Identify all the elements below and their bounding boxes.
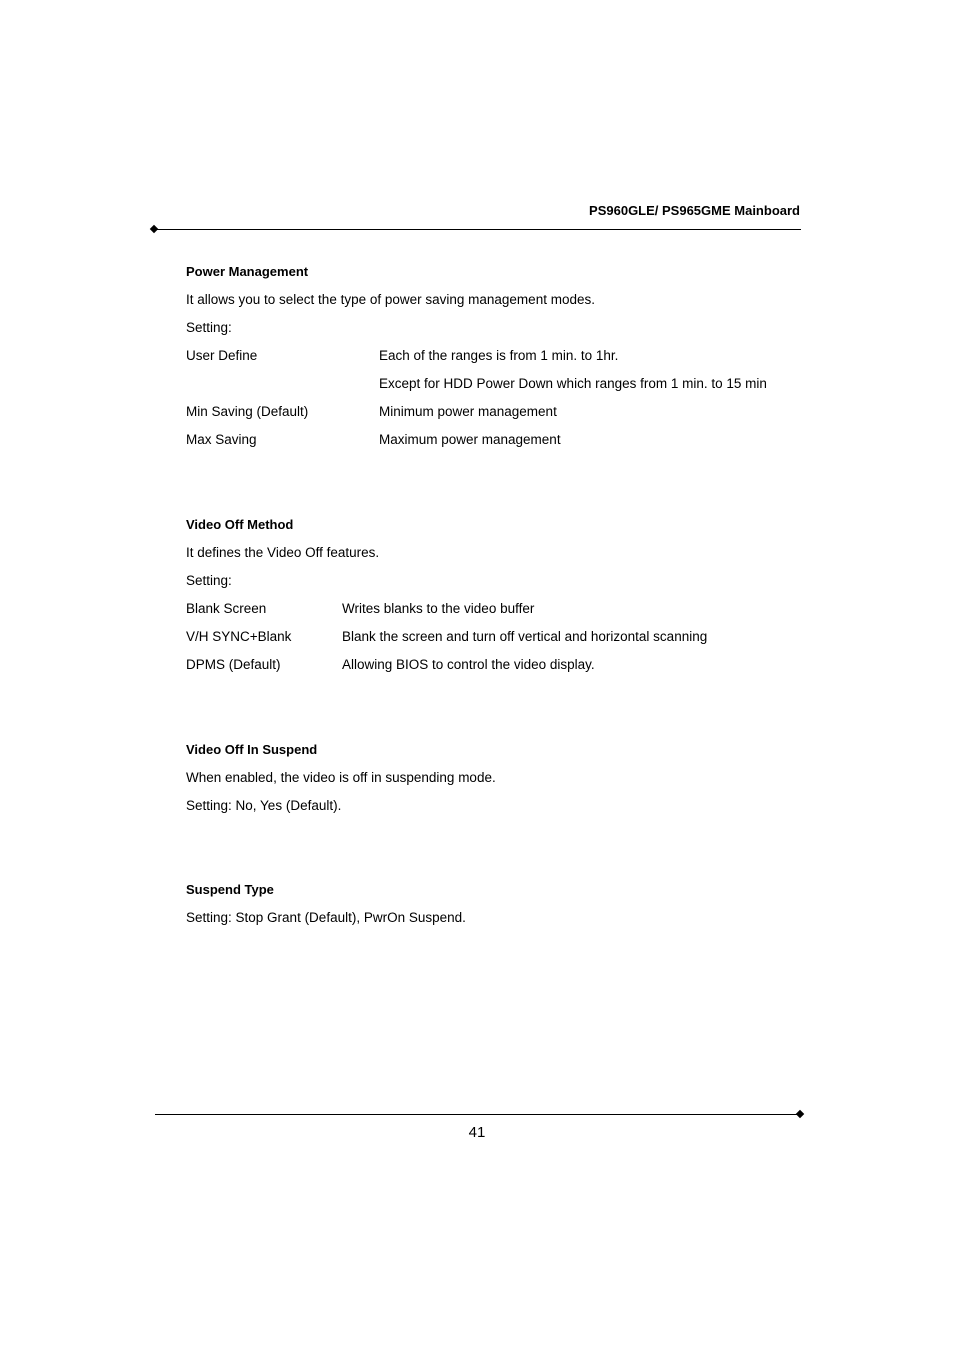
setting-text: Setting: No, Yes (Default).: [186, 798, 342, 813]
footer-diamond-ornament: [796, 1110, 804, 1118]
section-power-management: [186, 264, 767, 460]
section-heading: Video Off In Suspend: [186, 742, 318, 757]
page-number: 41: [468, 1124, 486, 1141]
option-description: Allowing BIOS to control the video display.: [342, 657, 595, 672]
footer-rule: [155, 1114, 801, 1115]
option-name: Min Saving (Default): [186, 404, 309, 419]
option-row: [186, 376, 767, 404]
option-name: [186, 376, 379, 404]
setting-label: Setting:: [186, 320, 232, 335]
section-description: It defines the Video Off features.: [186, 545, 380, 560]
setting-label: Setting:: [186, 573, 232, 588]
section-description: It allows you to select the type of power saving management modes.: [186, 292, 595, 307]
option-name: User Define: [186, 348, 258, 363]
section-suspend-type: [186, 882, 466, 938]
option-row: [186, 432, 767, 460]
section-video-off-method: [186, 517, 707, 685]
option-description: Except for HDD Power Down which ranges from 1 min. to 15 min: [379, 376, 767, 391]
option-name: V/H SYNC+Blank: [186, 629, 292, 644]
option-name: Max Saving: [186, 432, 257, 447]
section-heading: Video Off Method: [186, 517, 294, 532]
option-row: [186, 348, 767, 376]
option-row: [186, 601, 707, 629]
section-heading: Power Management: [186, 264, 309, 279]
option-row: [186, 404, 767, 432]
option-description: Minimum power management: [379, 404, 557, 419]
option-name: DPMS (Default): [186, 657, 281, 672]
option-description: Maximum power management: [379, 432, 561, 447]
section-video-off-in-suspend: [186, 742, 496, 826]
section-heading: Suspend Type: [186, 882, 274, 897]
header-rule: [155, 229, 801, 230]
option-description: Writes blanks to the video buffer: [342, 601, 535, 616]
option-description: Blank the screen and turn off vertical and horizontal scanning: [342, 629, 708, 644]
option-name: Blank Screen: [186, 601, 267, 616]
option-description: Each of the ranges is from 1 min. to 1hr.: [379, 348, 619, 363]
option-row: [186, 657, 707, 685]
section-description: When enabled, the video is off in suspending mode.: [186, 770, 496, 785]
option-row: [186, 629, 707, 657]
setting-text: Setting: Stop Grant (Default), PwrOn Suspend.: [186, 910, 466, 925]
document-header-title: PS960GLE/ PS965GME Mainboard: [589, 203, 800, 218]
